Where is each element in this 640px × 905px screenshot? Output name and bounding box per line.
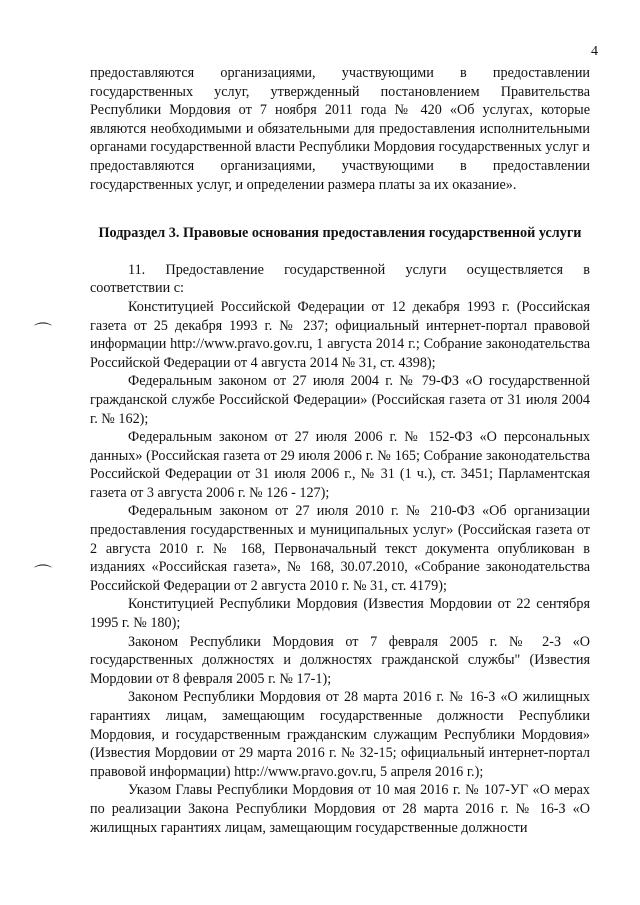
paragraph: Конституцией Республики Мордовия (Известия Мордовии от 22 сентября 1995 г. № 180); [90,596,590,632]
paragraph: Конституцией Российской Федерации от 12 декабря 1993 г. (Российская газета от 25 декабря 1993 г. № 237; официальный интернет-портал правовой информации http://www.pravo.gov.ru, 1 августа 2014 г.; Собрание законодательства Российской Федерации от 4 августа 2014 № 31, ст. 4398); [90,298,590,371]
document-body [90,64,590,837]
paragraph: Указом Главы Республики Мордовия от 10 мая 2016 г. № 107-УГ «О мерах по реализации Закона Республики Мордовия от 28 марта 2016 г. № 16-З «О жилищных гарантиях лицам, замещающим государственные должности [90,782,590,836]
paragraph: Федеральным законом от 27 июля 2004 г. № 79-ФЗ «О государственной гражданской службе Российской Федерации» (Российская газета от 31 июля 2004 г. № 162); [90,373,590,427]
margin-mark: ⌒ [34,322,52,342]
margin-mark: ⌒ [34,564,52,584]
section-heading: Подраздел 3. Правовые основания предоставления государственной услуги [98,225,582,242]
paragraph: Федеральным законом от 27 июля 2006 г. № 152-ФЗ «О персональных данных» (Российская газета от 29 июля 2006 г. № 165; Собрание законодательства Российской Федерации от 31 июля 2006 г., № 31 (1 ч.), ст. 3451; Парламентская газета от 3 августа 2006 г. № 126 - 127); [90,429,590,501]
page-number: 4 [591,44,598,59]
paragraph: Федеральным законом от 27 июля 2010 г. № 210-ФЗ «Об организации предоставления государственных и муниципальных услуг» (Российская газета от 2 августа 2010 г. № 168, Первоначальный текст документа опубликован в изданиях «Российская газета», № 168, 30.07.2010, «Собрание законодательства Российской Федерации от 2 августа 2010 г. № 31, ст. 4179); [90,503,590,594]
intro-paragraph: предоставляются организациями, участвующими в предоставлении государственных услуг, утвержденный постановлением Правительства Республики Мордовия от 7 ноября 2011 года № 420 «Об услугах, которые являются необходимыми и обязательными для предоставления исполнительными органами государственной власти Республики Мордовия государственных услуг и предоставляются организациями, участвующими в предоставлении государственных услуг, и определении размера платы за их оказание». [90,65,590,193]
paragraph: 11. Предоставление государственной услуги осуществляется в соответствии с: [90,261,590,297]
paragraph: Законом Республики Мордовия от 28 марта 2016 г. № 16-З «О жилищных гарантиях лицам, замещающим государственные должности Республики Мордовия, и государственным гражданским служащим Республики Мордовия» (Известия Мордовии от 29 марта 2016 г. № 32-15; официальный интернет-портал правовой информации) http://www.pravo.gov.ru, 5 апреля 2016 г.); [90,689,590,780]
paragraph: Законом Республики Мордовия от 7 февраля 2005 г. № 2-З «О государственных должностях и должностях гражданской службы" (Известия Мордовии от 8 февраля 2005 г. № 17-1); [90,633,590,687]
